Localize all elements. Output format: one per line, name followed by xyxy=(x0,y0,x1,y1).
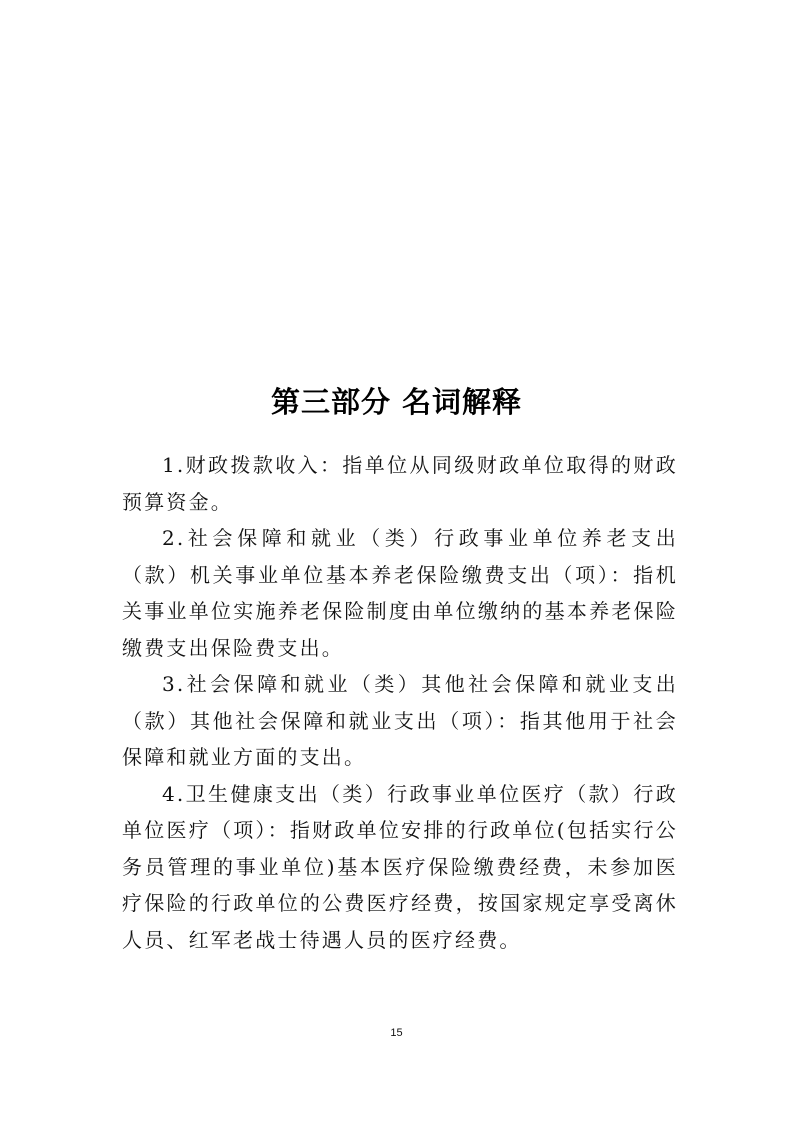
document-body xyxy=(122,447,678,958)
page-title: 第三部分 名词解释 xyxy=(270,385,523,419)
definition-paragraph-1: 1.财政拨款收入：指单位从同级财政单位取得的财政预算资金。 xyxy=(122,453,678,514)
page-number: 15 xyxy=(390,1027,403,1039)
definition-paragraph-2: 2.社会保障和就业（类）行政事业单位养老支出（款）机关事业单位基本养老保险缴费支出（项）：指机关事业单位实施养老保险制度由单位缴纳的基本养老保险缴费支出保险费支出。 xyxy=(122,526,678,660)
definition-paragraph-4: 4.卫生健康支出（类）行政事业单位医疗（款）行政单位医疗（项）：指财政单位安排的行政单位(包括实行公务员管理的事业单位)基本医疗保险缴费经费，未参加医疗保险的行政单位的公费医疗经费，按国家规定享受离休人员、红军老战士待遇人员的医疗经费。 xyxy=(122,781,678,952)
definition-paragraph-3: 3.社会保障和就业（类）其他社会保障和就业支出（款）其他社会保障和就业支出（项）：指其他用于社会保障和就业方面的支出。 xyxy=(122,672,678,769)
